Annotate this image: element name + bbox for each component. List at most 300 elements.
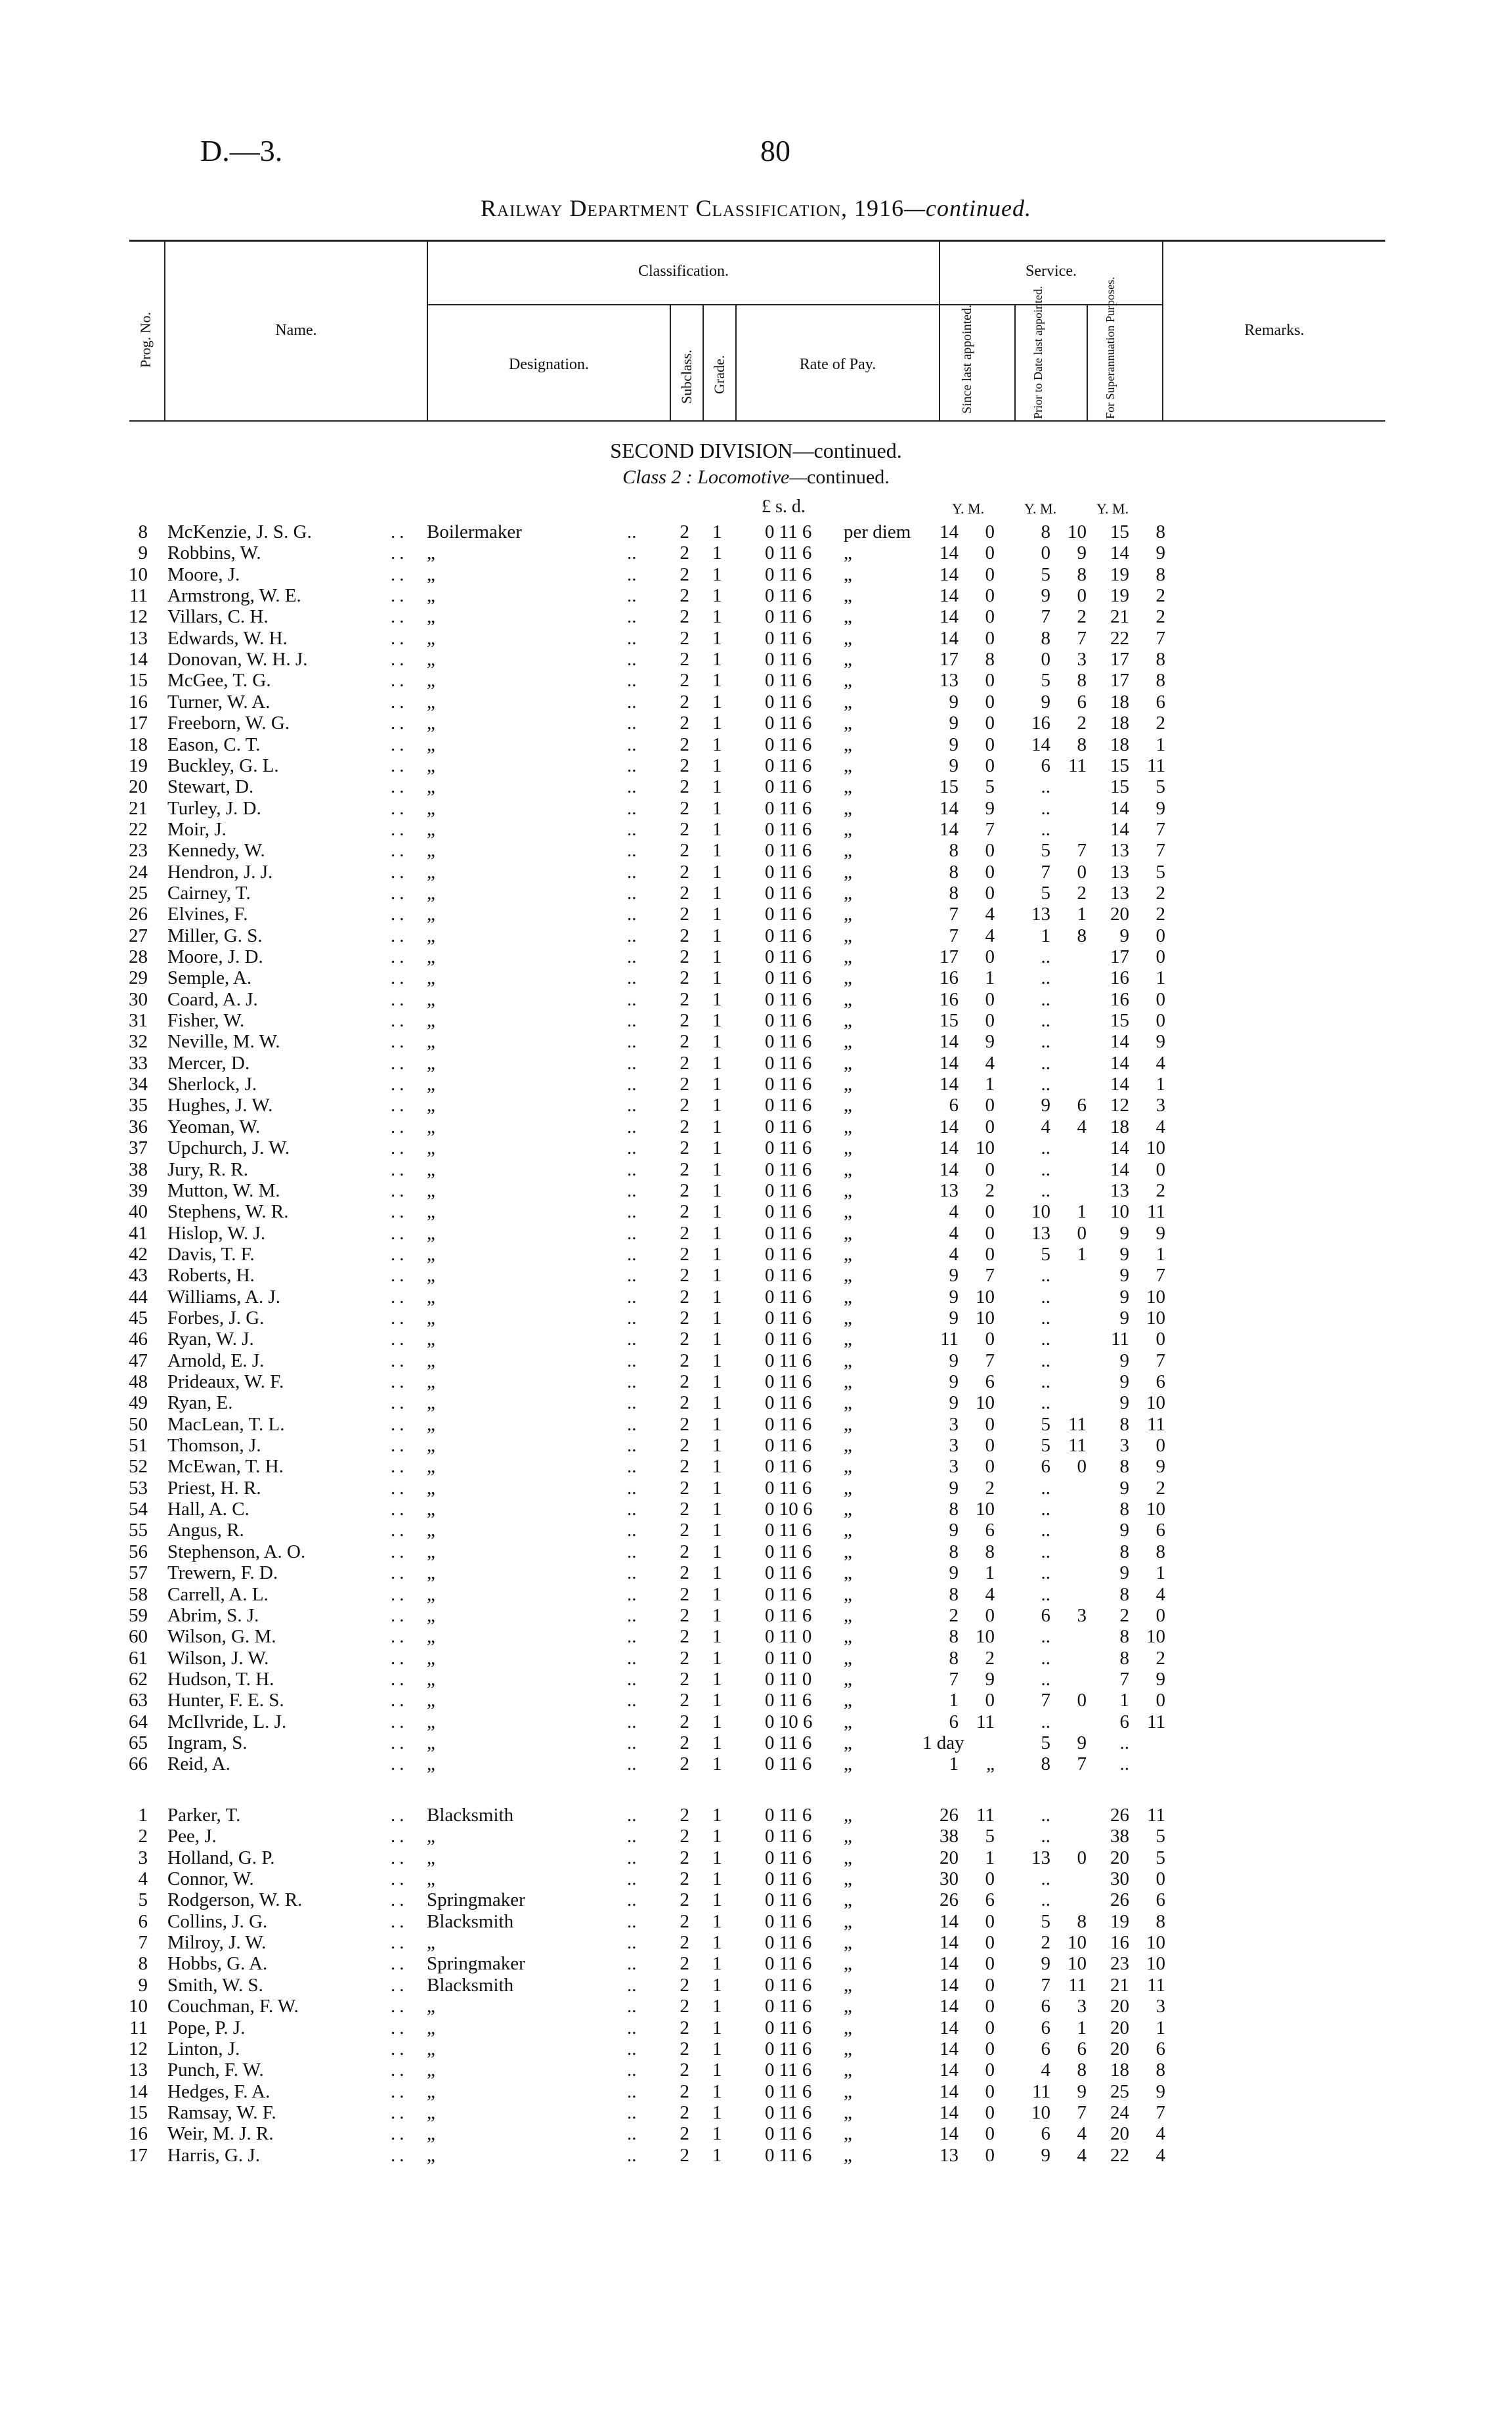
table-row bbox=[0, 1669, 1512, 1690]
since-last-months: 5 bbox=[985, 776, 995, 797]
super-months: 10 bbox=[1146, 1953, 1165, 1974]
employee-name: Wilson, J. W. bbox=[167, 1648, 269, 1669]
subclass: 2 bbox=[680, 819, 689, 840]
designation: „ bbox=[427, 2145, 435, 2166]
super-months: 10 bbox=[1146, 1392, 1165, 1413]
pay-unit: „ bbox=[844, 1010, 852, 1031]
designation: „ bbox=[427, 606, 435, 627]
pay-unit: „ bbox=[844, 1074, 852, 1095]
leader-dots: .. bbox=[627, 862, 637, 883]
super-years: 8 bbox=[1119, 1414, 1129, 1435]
grade: 1 bbox=[712, 1095, 722, 1116]
pay-unit: „ bbox=[844, 1116, 852, 1137]
since-last-years: 16 bbox=[940, 967, 959, 988]
since-last-years: 14 bbox=[940, 1137, 959, 1158]
employee-name: Holland, G. P. bbox=[167, 1847, 275, 1868]
grade: 1 bbox=[712, 1010, 722, 1031]
grade: 1 bbox=[712, 798, 722, 819]
rate-of-pay: 0 11 6 bbox=[765, 1932, 812, 1953]
since-last-years: 14 bbox=[940, 1159, 959, 1180]
grade: 1 bbox=[712, 1350, 722, 1371]
prior-months: 2 bbox=[1077, 606, 1087, 627]
super-months: 0 bbox=[1156, 1010, 1165, 1031]
grade: 1 bbox=[712, 1520, 722, 1541]
leader-dots: .. bbox=[627, 1371, 637, 1392]
employee-name: Ryan, E. bbox=[167, 1392, 233, 1413]
since-last-months: 0 bbox=[985, 542, 995, 563]
prog-no: 35 bbox=[129, 1095, 148, 1116]
prog-no: 9 bbox=[138, 542, 148, 563]
pay-unit: „ bbox=[844, 1137, 852, 1158]
designation: „ bbox=[427, 1648, 435, 1669]
rate-of-pay: 0 11 6 bbox=[765, 1116, 812, 1137]
prog-no: 12 bbox=[129, 606, 148, 627]
subclass: 2 bbox=[680, 734, 689, 755]
pay-unit: „ bbox=[844, 1159, 852, 1180]
prog-no: 15 bbox=[129, 2102, 148, 2123]
prior-years: 5 bbox=[1041, 1244, 1050, 1265]
leader-dots: .. bbox=[391, 1180, 408, 1201]
pay-unit: „ bbox=[844, 1478, 852, 1499]
super-years: 9 bbox=[1119, 1392, 1129, 1413]
rate-of-pay: 0 11 6 bbox=[765, 564, 812, 585]
leader-dots: .. bbox=[627, 1010, 637, 1031]
rate-of-pay: 0 11 6 bbox=[765, 1975, 812, 1996]
prog-no: 10 bbox=[129, 564, 148, 585]
leader-dots: .. bbox=[391, 798, 408, 819]
employee-name: Miller, G. S. bbox=[167, 925, 263, 946]
header-classification: Classification. bbox=[638, 263, 729, 280]
prior-months: 0 bbox=[1077, 585, 1087, 606]
subclass: 2 bbox=[680, 1996, 689, 2017]
super-months: 1 bbox=[1156, 734, 1165, 755]
subclass: 2 bbox=[680, 1499, 689, 1520]
pay-unit: „ bbox=[844, 1605, 852, 1626]
prior-months: 3 bbox=[1077, 1996, 1087, 2017]
designation: „ bbox=[427, 564, 435, 585]
since-last-years: 14 bbox=[940, 2123, 959, 2144]
grade: 1 bbox=[712, 1308, 722, 1329]
table-row bbox=[0, 1732, 1512, 1753]
leader-dots: .. bbox=[627, 755, 637, 776]
super-months: 3 bbox=[1156, 1996, 1165, 2017]
since-last-months: 5 bbox=[985, 1826, 995, 1847]
prior-years: 6 bbox=[1041, 1605, 1050, 1626]
subclass: 2 bbox=[680, 1031, 689, 1052]
leader-dots: .. bbox=[627, 2059, 637, 2080]
since-last-years: 9 bbox=[949, 1478, 959, 1499]
prog-no: 32 bbox=[129, 1031, 148, 1052]
pay-unit: „ bbox=[844, 883, 852, 904]
employee-name: Weir, M. J. R. bbox=[167, 2123, 274, 2144]
prior-years: .. bbox=[1041, 1826, 1050, 1847]
employee-name: Priest, H. R. bbox=[167, 1478, 261, 1499]
subclass: 2 bbox=[680, 1826, 689, 1847]
employee-name: Wilson, G. M. bbox=[167, 1626, 276, 1647]
leader-dots: .. bbox=[627, 521, 637, 542]
leader-dots: .. bbox=[391, 649, 408, 670]
super-months: 11 bbox=[1147, 1805, 1165, 1826]
rate-of-pay: 0 11 0 bbox=[765, 1626, 812, 1647]
prog-no: 13 bbox=[129, 628, 148, 649]
leader-dots: .. bbox=[627, 1669, 637, 1690]
employee-name: Hendron, J. J. bbox=[167, 862, 273, 883]
since-last-years: 14 bbox=[940, 1996, 959, 2017]
since-last-years: 8 bbox=[949, 883, 959, 904]
leader-dots: .. bbox=[627, 1932, 637, 1953]
leader-dots: .. bbox=[627, 776, 637, 797]
grade: 1 bbox=[712, 1648, 722, 1669]
pay-unit: „ bbox=[844, 1732, 852, 1753]
subclass: 2 bbox=[680, 606, 689, 627]
super-years: 19 bbox=[1110, 585, 1129, 606]
leader-dots: .. bbox=[627, 840, 637, 861]
super-years: 12 bbox=[1110, 1095, 1129, 1116]
pay-unit: „ bbox=[844, 1826, 852, 1847]
prior-years: 13 bbox=[1031, 1847, 1050, 1868]
since-last-months: 0 bbox=[985, 1690, 995, 1711]
grade: 1 bbox=[712, 1669, 722, 1690]
since-last-years: 14 bbox=[940, 1932, 959, 1953]
table-row bbox=[0, 1499, 1512, 1520]
super-months: 0 bbox=[1156, 1605, 1165, 1626]
table-row bbox=[0, 1392, 1512, 1413]
prior-years: .. bbox=[1041, 946, 1050, 967]
rate-of-pay: 0 11 6 bbox=[765, 1265, 812, 1286]
subclass: 2 bbox=[680, 1690, 689, 1711]
since-last-months: 0 bbox=[985, 1456, 995, 1477]
pay-unit: „ bbox=[844, 946, 852, 967]
prog-no: 64 bbox=[129, 1711, 148, 1732]
grade: 1 bbox=[712, 670, 722, 691]
super-months: 2 bbox=[1156, 1180, 1165, 1201]
prior-years: 5 bbox=[1041, 1911, 1050, 1932]
grade: 1 bbox=[712, 606, 722, 627]
employee-name: Mercer, D. bbox=[167, 1053, 250, 1074]
super-months: 4 bbox=[1156, 1584, 1165, 1605]
subclass: 2 bbox=[680, 1911, 689, 1932]
subclass: 2 bbox=[680, 2017, 689, 2038]
super-months: 2 bbox=[1156, 1648, 1165, 1669]
super-months: 9 bbox=[1156, 1456, 1165, 1477]
grade: 1 bbox=[712, 1975, 722, 1996]
super-years: 16 bbox=[1110, 989, 1129, 1010]
subclass: 2 bbox=[680, 1711, 689, 1732]
leader-dots: .. bbox=[627, 946, 637, 967]
super-months: 3 bbox=[1156, 1095, 1165, 1116]
prior-months: 4 bbox=[1077, 2145, 1087, 2166]
since-last-months: 10 bbox=[976, 1499, 995, 1520]
super-months: 10 bbox=[1146, 1287, 1165, 1308]
prior-months: 1 bbox=[1077, 1201, 1087, 1222]
leader-dots: .. bbox=[391, 1308, 408, 1329]
leader-dots: .. bbox=[391, 564, 408, 585]
super-years: 10 bbox=[1110, 1201, 1129, 1222]
since-last-years: 1 bbox=[949, 1753, 959, 1774]
super-months: 2 bbox=[1156, 585, 1165, 606]
pay-unit: „ bbox=[844, 1435, 852, 1456]
grade: 1 bbox=[712, 649, 722, 670]
prior-months: 11 bbox=[1068, 1414, 1087, 1435]
subclass: 2 bbox=[680, 2123, 689, 2144]
prior-years: 7 bbox=[1041, 862, 1050, 883]
employee-name: Stephenson, A. O. bbox=[167, 1541, 306, 1562]
table-row bbox=[0, 1074, 1512, 1095]
since-last-years: 30 bbox=[940, 1868, 959, 1889]
employee-name: Hughes, J. W. bbox=[167, 1095, 273, 1116]
leader-dots: .. bbox=[627, 1223, 637, 1244]
leader-dots: .. bbox=[391, 1392, 408, 1413]
prog-no: 53 bbox=[129, 1478, 148, 1499]
employee-name: Ramsay, W. F. bbox=[167, 2102, 276, 2123]
table-row bbox=[0, 1137, 1512, 1158]
table-row bbox=[0, 1159, 1512, 1180]
employee-name: Donovan, W. H. J. bbox=[167, 649, 308, 670]
grade: 1 bbox=[712, 1584, 722, 1605]
super-months: 1 bbox=[1156, 1074, 1165, 1095]
header-prior: Prior to Date last appointed. bbox=[1031, 286, 1045, 419]
prog-no: 15 bbox=[129, 670, 148, 691]
leader-dots: .. bbox=[627, 670, 637, 691]
prior-years: .. bbox=[1041, 1541, 1050, 1562]
pay-unit: „ bbox=[844, 692, 852, 713]
pay-unit: „ bbox=[844, 2081, 852, 2102]
super-years: 9 bbox=[1119, 1520, 1129, 1541]
super-years: 26 bbox=[1110, 1889, 1129, 1910]
since-last-years: 7 bbox=[949, 1669, 959, 1690]
pay-unit: „ bbox=[844, 1648, 852, 1669]
grade: 1 bbox=[712, 1223, 722, 1244]
grade: 1 bbox=[712, 1329, 722, 1350]
leader-dots: .. bbox=[391, 1520, 408, 1541]
prior-years: .. bbox=[1041, 1053, 1050, 1074]
table-row bbox=[0, 1010, 1512, 1031]
designation: „ bbox=[427, 1626, 435, 1647]
employee-name: Parker, T. bbox=[167, 1805, 241, 1826]
since-last-years: 9 bbox=[949, 1520, 959, 1541]
super-years: 6 bbox=[1119, 1711, 1129, 1732]
super-months: 5 bbox=[1156, 1847, 1165, 1868]
super-years: .. bbox=[1119, 1753, 1129, 1774]
employee-name: Abrim, S. J. bbox=[167, 1605, 259, 1626]
since-last-years: 16 bbox=[940, 989, 959, 1010]
since-last-years: 11 bbox=[940, 1329, 959, 1350]
pay-unit: „ bbox=[844, 1520, 852, 1541]
header-service: Service. bbox=[1026, 263, 1077, 280]
pay-unit: „ bbox=[844, 1889, 852, 1910]
prior-months: 0 bbox=[1077, 1223, 1087, 1244]
employee-name: Angus, R. bbox=[167, 1520, 244, 1541]
super-years: 13 bbox=[1110, 840, 1129, 861]
since-last-years: 9 bbox=[949, 755, 959, 776]
prog-no: 14 bbox=[129, 649, 148, 670]
rate-of-pay: 0 11 6 bbox=[765, 862, 812, 883]
header-designation: Designation. bbox=[509, 356, 589, 373]
grade: 1 bbox=[712, 904, 722, 925]
table-row bbox=[0, 967, 1512, 988]
since-last-years: 8 bbox=[949, 1499, 959, 1520]
subclass: 2 bbox=[680, 1805, 689, 1826]
section-title: SECOND DIVISION—continued. bbox=[610, 439, 902, 462]
table-row bbox=[0, 1265, 1512, 1286]
prior-years: 8 bbox=[1041, 628, 1050, 649]
prior-years: 2 bbox=[1041, 1932, 1050, 1953]
rate-of-pay: 0 11 6 bbox=[765, 840, 812, 861]
prior-years: .. bbox=[1041, 1584, 1050, 1605]
subclass: 2 bbox=[680, 1626, 689, 1647]
since-last-months: 0 bbox=[985, 692, 995, 713]
employee-name: Hall, A. C. bbox=[167, 1499, 249, 1520]
since-last-months: 0 bbox=[985, 1159, 995, 1180]
leader-dots: .. bbox=[391, 1031, 408, 1052]
super-months: 7 bbox=[1156, 819, 1165, 840]
employee-name: Pope, P. J. bbox=[167, 2017, 246, 2038]
grade: 1 bbox=[712, 585, 722, 606]
employee-name: Prideaux, W. F. bbox=[167, 1371, 284, 1392]
subclass: 2 bbox=[680, 1435, 689, 1456]
since-last-months: 0 bbox=[985, 2017, 995, 2038]
prior-years: 6 bbox=[1041, 1456, 1050, 1477]
grade: 1 bbox=[712, 542, 722, 563]
table-row bbox=[0, 1605, 1512, 1626]
super-years: 9 bbox=[1119, 1265, 1129, 1286]
since-last-years: 9 bbox=[949, 692, 959, 713]
table-row bbox=[0, 1847, 1512, 1868]
prior-months: 9 bbox=[1077, 2081, 1087, 2102]
prog-no: 6 bbox=[138, 1911, 148, 1932]
super-years: 9 bbox=[1119, 1223, 1129, 1244]
prog-no: 20 bbox=[129, 776, 148, 797]
pay-unit: „ bbox=[844, 1350, 852, 1371]
table-row bbox=[0, 1626, 1512, 1647]
prog-no: 33 bbox=[129, 1053, 148, 1074]
rate-of-pay: 0 11 6 bbox=[765, 967, 812, 988]
employee-name: Hobbs, G. A. bbox=[167, 1953, 268, 1974]
super-months: 7 bbox=[1156, 2102, 1165, 2123]
designation: „ bbox=[427, 1223, 435, 1244]
designation: „ bbox=[427, 1244, 435, 1265]
table-row bbox=[0, 1584, 1512, 1605]
pay-unit: „ bbox=[844, 1711, 852, 1732]
prior-years: .. bbox=[1041, 1031, 1050, 1052]
prior-years: .. bbox=[1041, 1478, 1050, 1499]
rate-of-pay: 0 11 6 bbox=[765, 1414, 812, 1435]
table-row bbox=[0, 755, 1512, 776]
since-last-years: 14 bbox=[940, 585, 959, 606]
rate-of-pay: 0 11 6 bbox=[765, 2123, 812, 2144]
leader-dots: .. bbox=[627, 2017, 637, 2038]
leader-dots: .. bbox=[627, 1478, 637, 1499]
leader-dots: .. bbox=[627, 798, 637, 819]
prog-no: 56 bbox=[129, 1541, 148, 1562]
designation: Springmaker bbox=[427, 1953, 525, 1974]
employee-name: Thomson, J. bbox=[167, 1435, 261, 1456]
leader-dots: .. bbox=[627, 1975, 637, 1996]
pay-unit: „ bbox=[844, 585, 852, 606]
leader-dots: .. bbox=[391, 755, 408, 776]
pay-unit: „ bbox=[844, 1053, 852, 1074]
grade: 1 bbox=[712, 1137, 722, 1158]
prog-no: 54 bbox=[129, 1499, 148, 1520]
leader-dots: .. bbox=[627, 1031, 637, 1052]
leader-dots: .. bbox=[391, 1074, 408, 1095]
leader-dots: .. bbox=[627, 1562, 637, 1583]
leader-dots: .. bbox=[391, 1889, 408, 1910]
super-years: 15 bbox=[1110, 1010, 1129, 1031]
prior-years: .. bbox=[1041, 819, 1050, 840]
rate-of-pay: 0 11 6 bbox=[765, 1287, 812, 1308]
table-row bbox=[0, 1868, 1512, 1889]
super-years: 20 bbox=[1110, 2123, 1129, 2144]
super-years: 20 bbox=[1110, 1996, 1129, 2017]
subclass: 2 bbox=[680, 1137, 689, 1158]
leader-dots: .. bbox=[391, 2038, 408, 2059]
subclass: 2 bbox=[680, 755, 689, 776]
leader-dots: .. bbox=[627, 1868, 637, 1889]
rate-of-pay: 0 11 6 bbox=[765, 1371, 812, 1392]
employee-name: Linton, J. bbox=[167, 2038, 240, 2059]
super-months: 2 bbox=[1156, 713, 1165, 734]
super-years: 26 bbox=[1110, 1805, 1129, 1826]
designation: „ bbox=[427, 1308, 435, 1329]
since-last-years: 9 bbox=[949, 1308, 959, 1329]
since-last-years: 1 bbox=[949, 1690, 959, 1711]
pay-unit: „ bbox=[844, 1308, 852, 1329]
super-years: 3 bbox=[1119, 1435, 1129, 1456]
leader-dots: .. bbox=[391, 1244, 408, 1265]
employee-name: Connor, W. bbox=[167, 1868, 254, 1889]
table-row bbox=[0, 1223, 1512, 1244]
table-row bbox=[0, 1996, 1512, 2017]
prior-years: .. bbox=[1041, 1371, 1050, 1392]
since-last-months: 0 bbox=[985, 883, 995, 904]
grade: 1 bbox=[712, 2059, 722, 2080]
since-last-months: 0 bbox=[985, 628, 995, 649]
since-last-months: 0 bbox=[985, 713, 995, 734]
subclass: 2 bbox=[680, 1975, 689, 1996]
prior-months: 8 bbox=[1077, 2059, 1087, 2080]
employee-name: Arnold, E. J. bbox=[167, 1350, 265, 1371]
leader-dots: .. bbox=[627, 542, 637, 563]
rate-of-pay: 0 11 6 bbox=[765, 1137, 812, 1158]
leader-dots: .. bbox=[391, 819, 408, 840]
leader-dots: .. bbox=[627, 1201, 637, 1222]
since-last-years: 7 bbox=[949, 904, 959, 925]
prior-years: .. bbox=[1041, 989, 1050, 1010]
table-row bbox=[0, 1953, 1512, 1974]
since-last-years: 9 bbox=[949, 1350, 959, 1371]
super-years: 8 bbox=[1119, 1499, 1129, 1520]
rate-of-pay: 0 11 6 bbox=[765, 521, 812, 542]
since-last-months: 4 bbox=[985, 925, 995, 946]
rate-of-pay: 0 11 6 bbox=[765, 1435, 812, 1456]
super-years: 1 bbox=[1119, 1690, 1129, 1711]
subclass: 2 bbox=[680, 1478, 689, 1499]
super-months: 2 bbox=[1156, 883, 1165, 904]
leader-dots: .. bbox=[627, 1159, 637, 1180]
prior-years: 5 bbox=[1041, 1414, 1050, 1435]
col-line-8 bbox=[1087, 304, 1088, 422]
prior-years: .. bbox=[1041, 1499, 1050, 1520]
designation: „ bbox=[427, 798, 435, 819]
leader-dots: .. bbox=[391, 840, 408, 861]
prog-no: 1 bbox=[138, 1805, 148, 1826]
pay-unit: „ bbox=[844, 628, 852, 649]
leader-dots: .. bbox=[391, 1159, 408, 1180]
pay-unit: „ bbox=[844, 1868, 852, 1889]
since-last-years: 14 bbox=[940, 542, 959, 563]
pay-unit: „ bbox=[844, 564, 852, 585]
